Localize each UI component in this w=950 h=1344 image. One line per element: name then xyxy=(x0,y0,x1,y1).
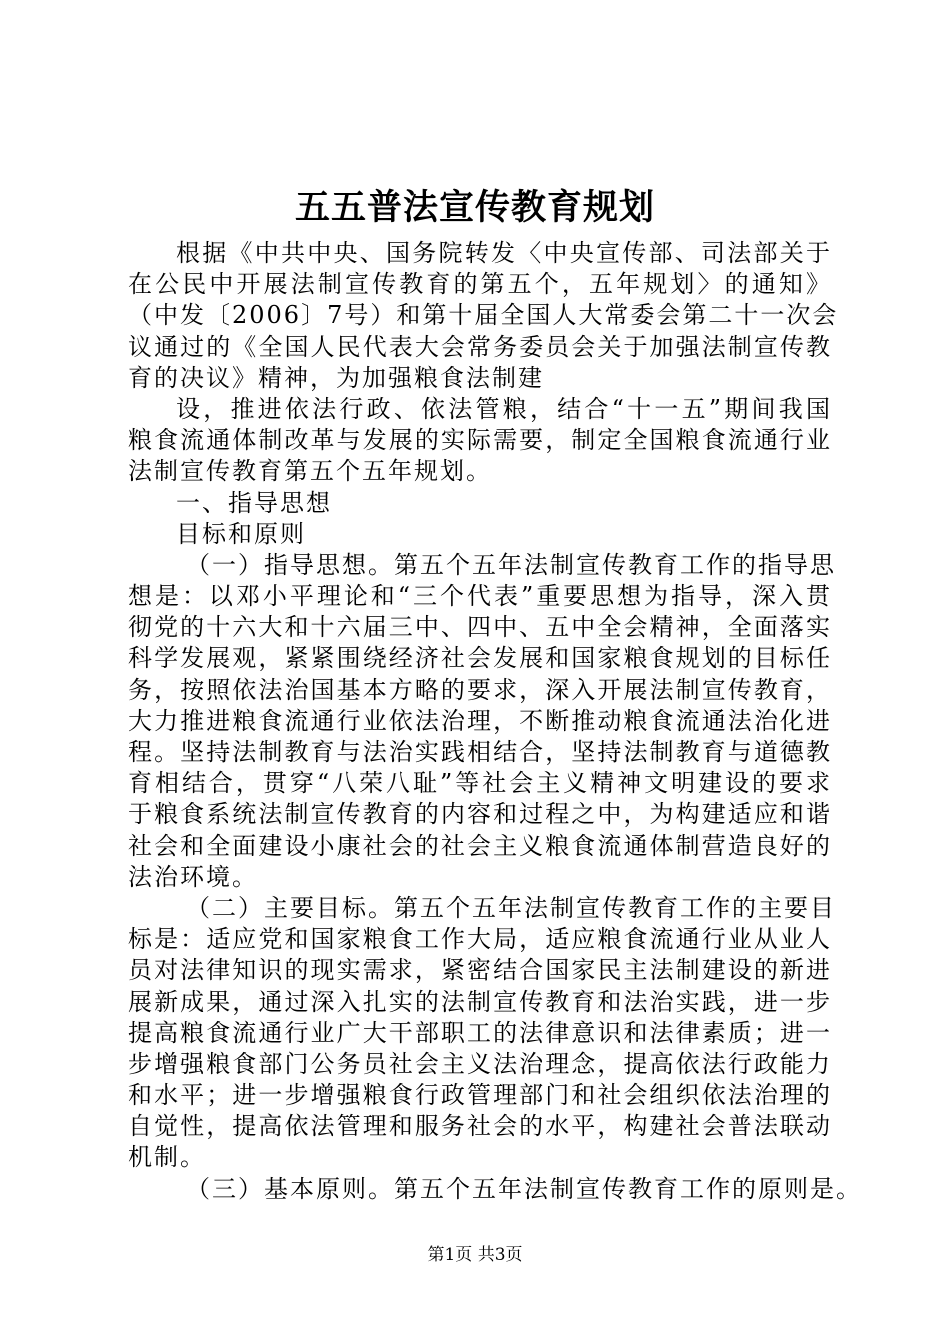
text-line: 彻党的十六大和十六届三中、四中、五中全会精神，全面落实 xyxy=(128,613,832,642)
text-line: 步增强粮食部门公务员社会主义法治理念，提高依法行政能力 xyxy=(128,1049,832,1078)
text-line: 粮食流通体制改革与发展的实际需要，制定全国粮食流通行业 xyxy=(128,426,832,455)
text-line: 议通过的《全国人民代表大会常务委员会关于加强法制宣传教 xyxy=(128,332,832,361)
text-line: 机制。 xyxy=(128,1143,206,1172)
text-line: （三）基本原则。第五个五年法制宣传教育工作的原则是。 xyxy=(186,1174,862,1203)
text-line: 法制宣传教育第五个五年规划。 xyxy=(128,457,492,486)
text-line: （二）主要目标。第五个五年法制宣传教育工作的主要目 xyxy=(186,893,836,922)
text-line: 员对法律知识的现实需求，紧密结合国家民主法制建设的新进 xyxy=(128,956,832,985)
text-line: 于粮食系统法制宣传教育的内容和过程之中，为构建适应和谐 xyxy=(128,800,832,829)
text-line: 社会和全面建设小康社会的社会主义粮食流通体制营造良好的 xyxy=(128,831,832,860)
text-line: 程。坚持法制教育与法治实践相结合，坚持法制教育与道德教 xyxy=(128,738,832,766)
text-line: 科学发展观，紧紧围绕经济社会发展和国家粮食规划的目标任 xyxy=(128,644,832,673)
text-line: 自觉性，提高依法管理和服务社会的水平，构建社会普法联动 xyxy=(128,1112,832,1141)
text-line: 想是：以邓小平理论和“三个代表”重要思想为指导，深入贯 xyxy=(128,582,832,611)
text-line: 大力推进粮食流通行业依法治理，不断推动粮食流通法治化进 xyxy=(128,706,832,735)
text-line: （中发〔2006〕7号）和第十届全国人大常委会第二十一次会 xyxy=(128,301,839,330)
text-line: 提高粮食流通行业广大干部职工的法律意识和法律素质；进一 xyxy=(128,1018,832,1047)
text-line: 育相结合，贯穿“八荣八耻”等社会主义精神文明建设的要求 xyxy=(128,769,832,798)
text-line: 务，按照依法治国基本方略的要求，深入开展法制宣传教育， xyxy=(128,675,832,704)
text-line: 设，推进依法行政、依法管粮，结合“十一五”期间我国 xyxy=(176,394,832,423)
text-line: 根据《中共中央、国务院转发〈中央宣传部、司法部关于 xyxy=(176,239,832,267)
section-heading: 目标和原则 xyxy=(176,519,306,548)
section-heading: 一、指导思想 xyxy=(176,488,332,517)
text-line: 育的决议》精神，为加强粮食法制建 xyxy=(128,363,544,392)
document-body xyxy=(128,238,862,1205)
text-line: 和水平；进一步增强粮食行政管理部门和社会组织依法治理的 xyxy=(128,1081,832,1110)
text-line: 法治环境。 xyxy=(128,862,258,891)
text-line: 展新成果，通过深入扎实的法制宣传教育和法治实践，进一步 xyxy=(128,987,832,1016)
text-line: （一）指导思想。第五个五年法制宣传教育工作的指导思 xyxy=(186,550,836,579)
text-line: 标是：适应党和国家粮食工作大局，适应粮食流通行业从业人 xyxy=(128,925,832,954)
text-line: 在公民中开展法制宣传教育的第五个，五年规划〉的通知》 xyxy=(128,270,832,299)
page-number: 第1页 共3页 xyxy=(427,1245,523,1265)
document-title: 五五普法宣传教育规划 xyxy=(294,187,655,228)
